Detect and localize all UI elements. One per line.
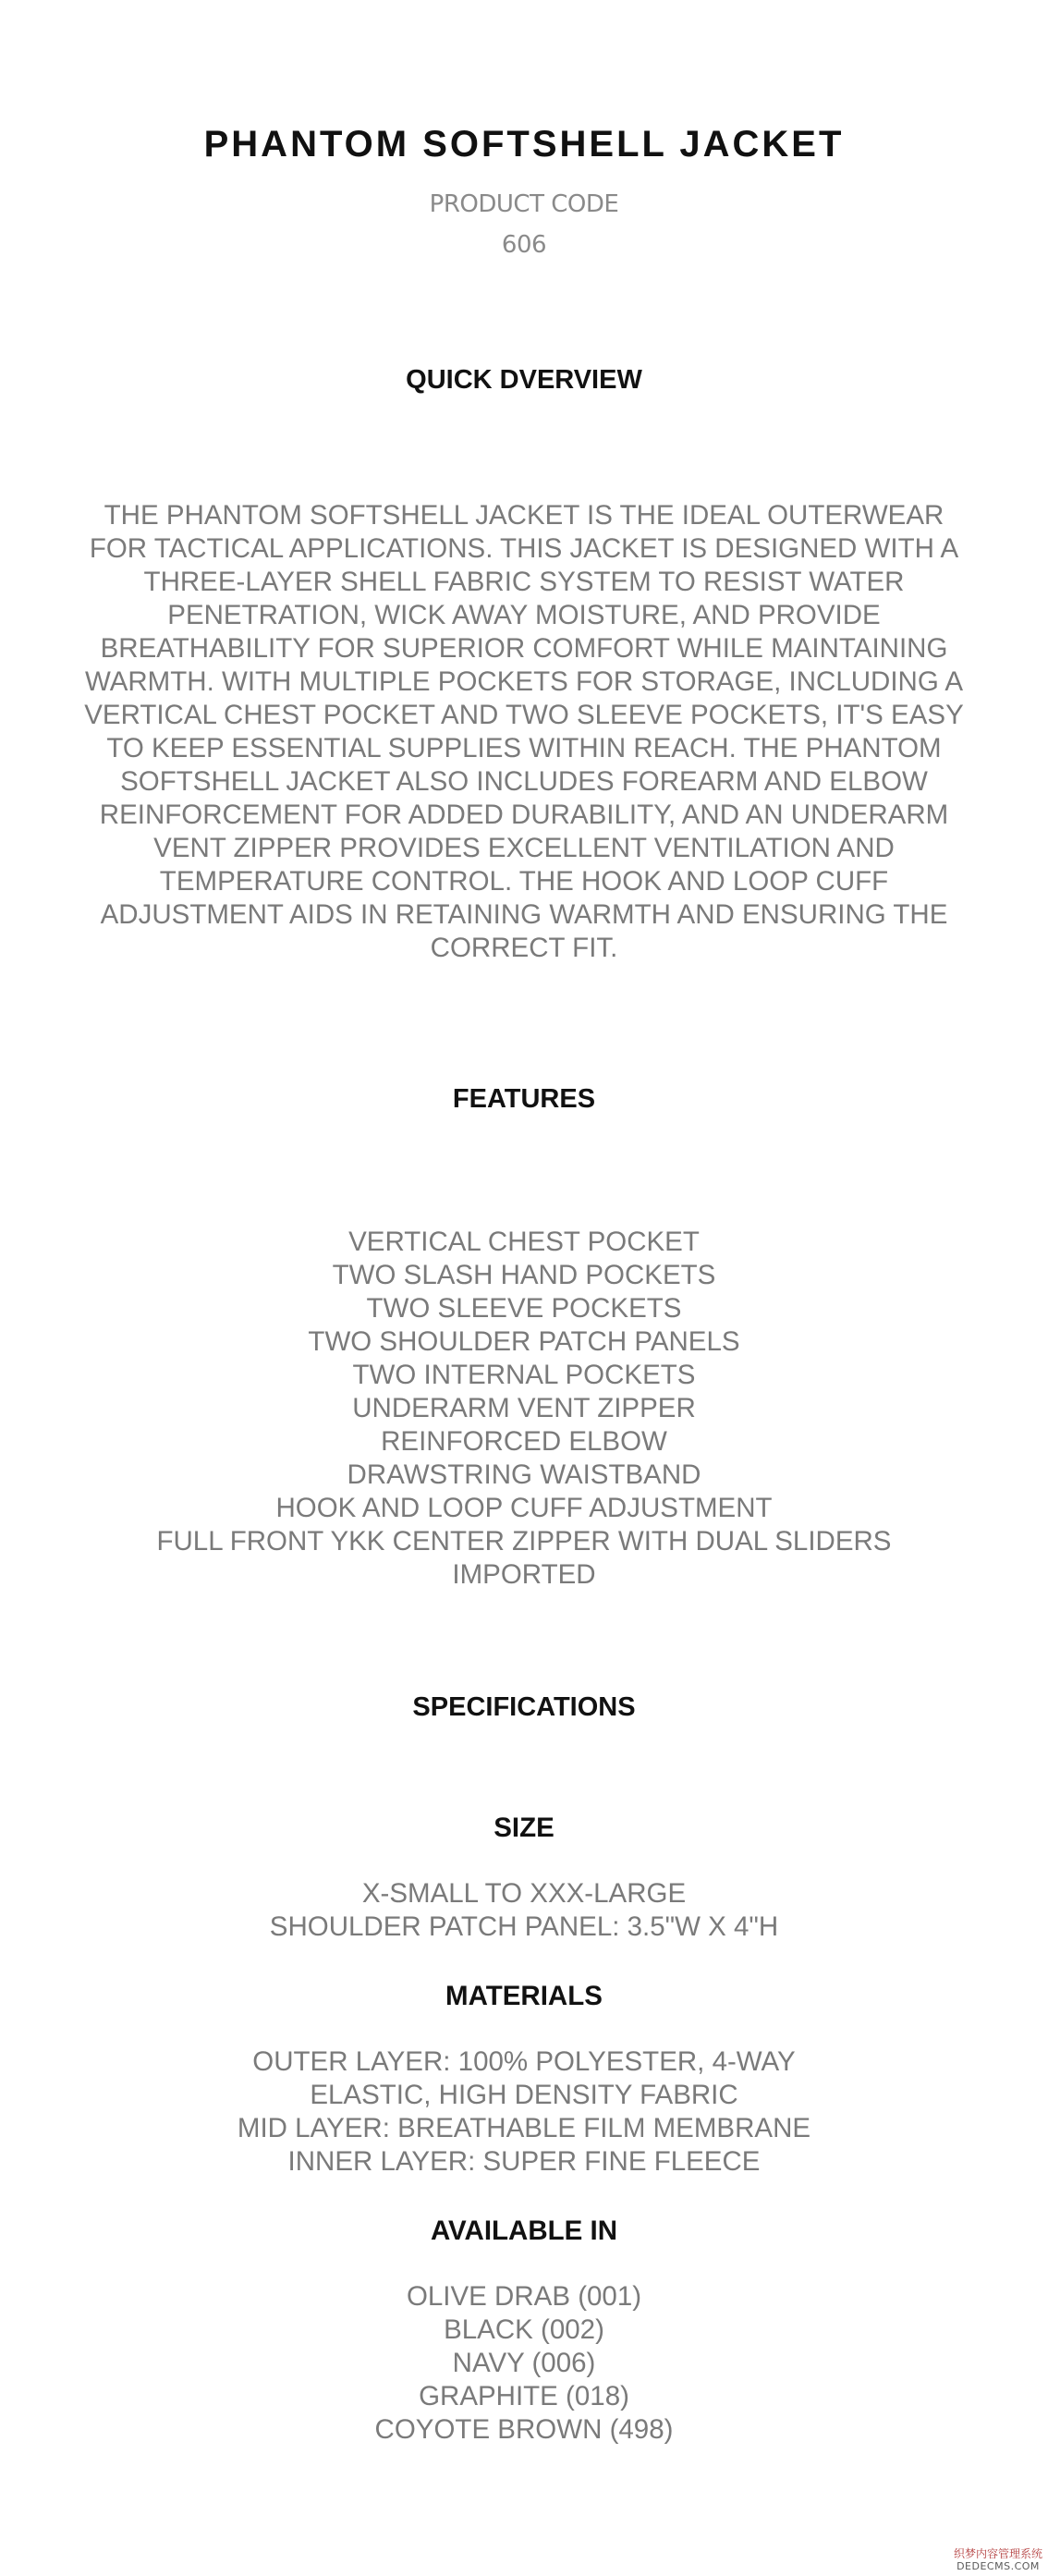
material-item: OUTER LAYER: 100% POLYESTER, 4-WAY [252, 2046, 796, 2077]
size-heading: SIZE [494, 1813, 554, 1843]
available-in-heading: AVAILABLE IN [430, 2216, 618, 2246]
feature-item: REINFORCED ELBOW [381, 1426, 667, 1457]
color-item: COYOTE BROWN (498) [374, 2414, 674, 2445]
watermark-domain: DEDECMS.COM [957, 2560, 1040, 2572]
feature-item: IMPORTED [452, 1559, 596, 1590]
specifications-heading: SPECIFICATIONS [412, 1692, 636, 1722]
material-item: INNER LAYER: SUPER FINE FLEECE [287, 2146, 761, 2177]
features-heading: FEATURES [452, 1084, 596, 1114]
feature-item: VERTICAL CHEST POCKET [348, 1227, 700, 1257]
features-list [0, 1226, 1048, 1592]
feature-item: UNDERARM VENT ZIPPER [352, 1393, 696, 1423]
materials-list [0, 2045, 1048, 2179]
material-item: ELASTIC, HIGH DENSITY FABRIC [310, 2080, 738, 2110]
size-item: SHOULDER PATCH PANEL: 3.5"W X 4"H [269, 1911, 779, 1942]
product-title: PHANTOM SOFTSHELL JACKET [203, 124, 845, 165]
overview-heading: QUICK DVERVIEW [406, 365, 642, 395]
feature-item: TWO INTERNAL POCKETS [352, 1360, 696, 1390]
feature-item: TWO SLASH HAND POCKETS [332, 1260, 716, 1290]
color-item: GRAPHITE (018) [419, 2381, 629, 2411]
watermark-logo [952, 2547, 1044, 2572]
size-item: X-SMALL TO XXX-LARGE [361, 1878, 687, 1909]
colors-list [0, 2280, 1048, 2447]
overview-paragraph: THE PHANTOM SOFTSHELL JACKET IS THE IDEAL OUTERWEAR FOR TACTICAL APPLICATIONS. THIS JACKET IS DESIGNED WITH A THREE-LAYER SHELL FABRIC SYSTEM TO RESIST WATER PENETRATION, WICK AWAY MOISTURE, AND PROVIDE BREATHABILITY FOR SUPERIOR COMFORT WHILE MAINTAINING WARMTH. WITH MULTIPLE POCKETS FOR STORAGE, INCLUDING A VERTICAL CHEST POCKET AND TWO SLEEVE POCKETS, IT'S EASY TO KEEP ESSENTIAL SUPPLIES WITHIN REACH. THE PHANTOM SOFTSHELL JACKET ALSO INCLUDES FOREARM AND ELBOW REINFORCEMENT FOR ADDED DURABILITY, AND AN UNDERARM VENT ZIPPER PROVIDES EXCELLENT VENTILATION AND TEMPERATURE CONTROL. THE HOOK AND LOOP CUFF ADJUSTMENT AIDS IN RETAINING WARMTH AND ENSURING THE CORRECT FIT. [84, 500, 964, 963]
materials-heading: MATERIALS [445, 1981, 603, 2011]
feature-item: FULL FRONT YKK CENTER ZIPPER WITH DUAL SLIDERS [156, 1526, 892, 1557]
feature-item: TWO SLEEVE POCKETS [366, 1293, 682, 1324]
color-item: BLACK (002) [444, 2314, 604, 2345]
product-code-label: PRODUCT CODE [429, 190, 619, 218]
color-item: OLIVE DRAB (001) [406, 2281, 642, 2312]
product-code-value: 606 [501, 231, 547, 259]
color-item: NAVY (006) [452, 2348, 596, 2378]
feature-item: DRAWSTRING WAISTBAND [347, 1459, 701, 1490]
feature-item: HOOK AND LOOP CUFF ADJUSTMENT [275, 1493, 773, 1523]
size-list [0, 1877, 1048, 1944]
watermark-text: 织梦内容管理系统 [953, 2547, 1042, 2560]
material-item: MID LAYER: BREATHABLE FILM MEMBRANE [237, 2113, 811, 2143]
feature-item: TWO SHOULDER PATCH PANELS [308, 1326, 740, 1357]
